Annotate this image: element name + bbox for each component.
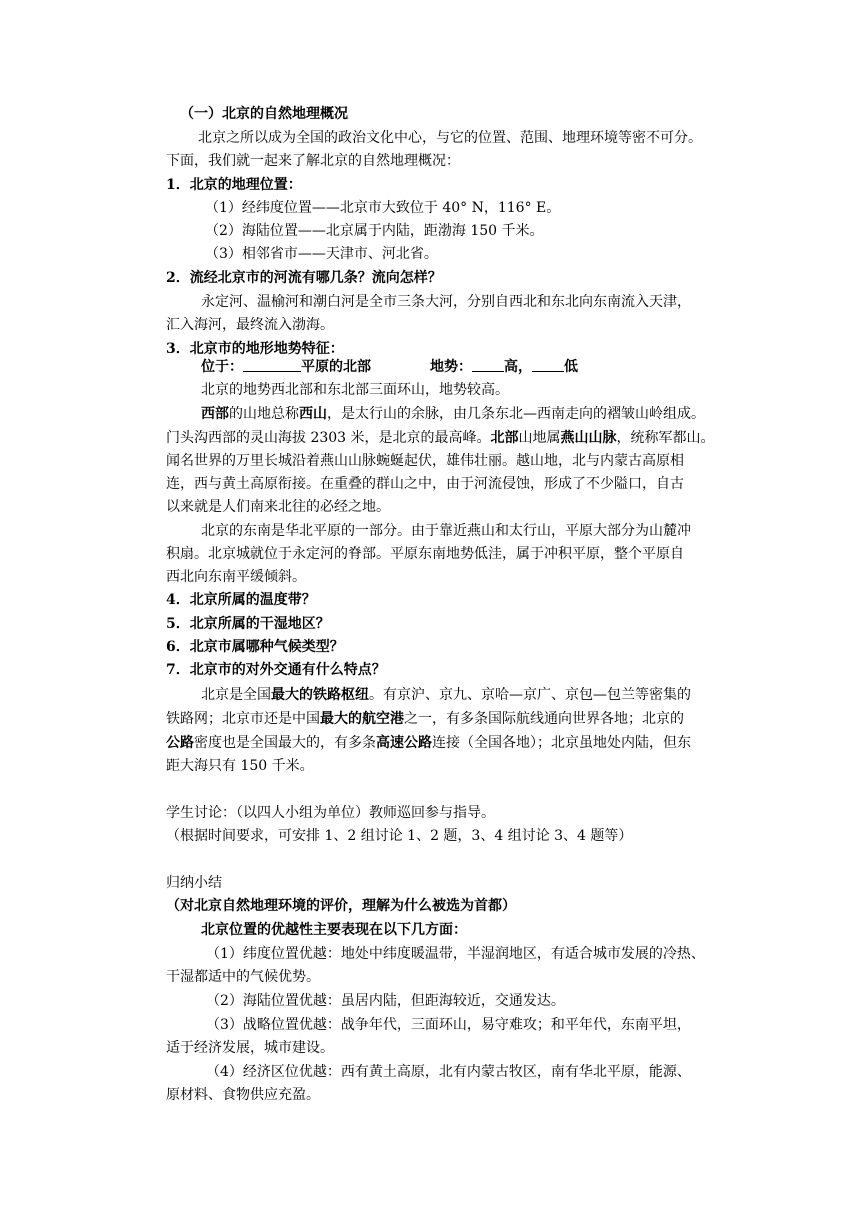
summary-point-1-line-2: 干湿都适中的气候优势。 bbox=[166, 969, 320, 985]
q1-item-1: （1）经纬度位置——北京市大致位于 40° N，116° E。 bbox=[205, 200, 561, 216]
q7-answer-line-4: 距大海只有 150 千米。 bbox=[166, 758, 314, 774]
q3-paragraph-1: 北京的地势西北部和东北部三面环山，地势较高。 bbox=[201, 382, 509, 398]
q3-located-line: 位于： 平原的北部 bbox=[201, 359, 371, 375]
q4-title: 4．北京所属的温度带？ bbox=[166, 592, 316, 608]
summary-point-2: （2）海陆位置优越：虽居内陆，但距海较近，交通发达。 bbox=[206, 993, 565, 1009]
q3-paragraph-2-line-3: 闻名世界的万里长城沿着燕山山脉蜿蜒起伏，雄伟壮丽。越山地，北与内蒙古高原相 bbox=[166, 453, 684, 469]
intro-line-1: 北京之所以成为全国的政治文化中心，与它的位置、范围、地理环境等密不可分。 bbox=[198, 130, 702, 146]
q3-paragraph-2-line-5: 以来就是人们南来北往的必经之地。 bbox=[166, 499, 390, 515]
summary-title: 归纳小结 bbox=[166, 875, 222, 891]
summary-lead: 北京位置的优越性主要表现在以下几方面： bbox=[201, 922, 467, 938]
summary-point-4-line-1: （4）经济区位优越：西有黄土高原，北有内蒙古牧区，南有华北平原，能源、 bbox=[206, 1064, 691, 1080]
q7-answer-line-1: 北京是全国最大的铁路枢纽。有京沪、京九、京哈—京广、京包—包兰等密集的 bbox=[201, 687, 691, 703]
intro-line-2: 下面，我们就一起来了解北京的自然地理概况： bbox=[166, 153, 460, 169]
q3-paragraph-2-line-2: 门头沟西部的灵山海拔 2303 米，是北京的最高峰。北部山地属燕山山脉，统称军都山。 bbox=[166, 430, 715, 446]
q3-paragraph-3-line-3: 西北向东南平缓倾斜。 bbox=[166, 569, 306, 585]
located-blank bbox=[243, 357, 301, 372]
summary-point-3-line-1: （3）战略位置优越：战争年代，三面环山，易守难攻；和平年代，东南平坦， bbox=[206, 1017, 691, 1033]
q1-item-3: （3）相邻省市——天津市、河北省。 bbox=[205, 246, 438, 262]
q2-title: 2．流经北京市的河流有哪几条？流向怎样？ bbox=[166, 270, 442, 286]
q2-body-line-1: 永定河、温榆河和潮白河是全市三条大河，分别自西北和东北向东南流入天津， bbox=[201, 294, 691, 310]
discussion-line-1: 学生讨论：（以四人小组为单位）教师巡回参与指导。 bbox=[166, 805, 495, 821]
q3-paragraph-3-line-1: 北京的东南是华北平原的一部分。由于靠近燕山和太行山，平原大部分为山麓冲 bbox=[201, 523, 691, 539]
terrain-low-blank bbox=[532, 357, 564, 372]
q3-paragraph-3-line-2: 积扇。北京城就位于永定河的脊部。平原东南地势低洼，属于冲积平原，整个平原自 bbox=[166, 546, 684, 562]
q3-paragraph-2-line-4: 连，西与黄土高原衔接。在重叠的群山之中，由于河流侵蚀，形成了不少隘口，自古 bbox=[166, 476, 684, 492]
q5-title: 5．北京所属的干湿地区？ bbox=[166, 616, 330, 632]
q3-title: 3．北京市的地形地势特征： bbox=[166, 341, 344, 357]
terrain-high-blank bbox=[472, 357, 504, 372]
q7-title: 7．北京市的对外交通有什么特点？ bbox=[166, 662, 386, 678]
q1-title: 1．北京的地理位置： bbox=[166, 177, 302, 193]
summary-point-4-line-2: 原材料、食物供应充盈。 bbox=[166, 1087, 320, 1103]
discussion-line-2: （根据时间要求，可安排 1、2 组讨论 1、2 题，3、4 组讨论 3、4 题等） bbox=[166, 828, 633, 844]
summary-point-3-line-2: 适于经济发展，城市建设。 bbox=[166, 1040, 334, 1056]
section-title: （一）北京的自然地理概况 bbox=[180, 106, 348, 122]
q7-answer-line-3: 公路密度也是全国最大的，有多条高速公路连接（全国各地）；北京虽地处内陆，但东 bbox=[166, 735, 691, 751]
q6-title: 6．北京市属哪种气候类型？ bbox=[166, 639, 344, 655]
q3-terrain-line: 地势： 高， 低 bbox=[430, 359, 578, 375]
q3-paragraph-2-line-1: 西部的山地总称西山，是太行山的余脉，由几条东北—西南走向的褶皱山岭组成。 bbox=[201, 406, 705, 422]
summary-subtitle: （对北京自然地理环境的评价，理解为什么被选为首都） bbox=[166, 898, 516, 914]
q1-item-2: （2）海陆位置——北京属于内陆，距渤海 150 千米。 bbox=[205, 223, 544, 239]
q7-answer-line-2: 铁路网；北京市还是中国最大的航空港之一，有多条国际航线通向世界各地；北京的 bbox=[166, 711, 684, 727]
q2-body-line-2: 汇入海河，最终流入渤海。 bbox=[166, 317, 334, 333]
summary-point-1-line-1: （1）纬度位置优越：地处中纬度暖温带，半湿润地区，有适合城市发展的冷热、 bbox=[206, 946, 705, 962]
